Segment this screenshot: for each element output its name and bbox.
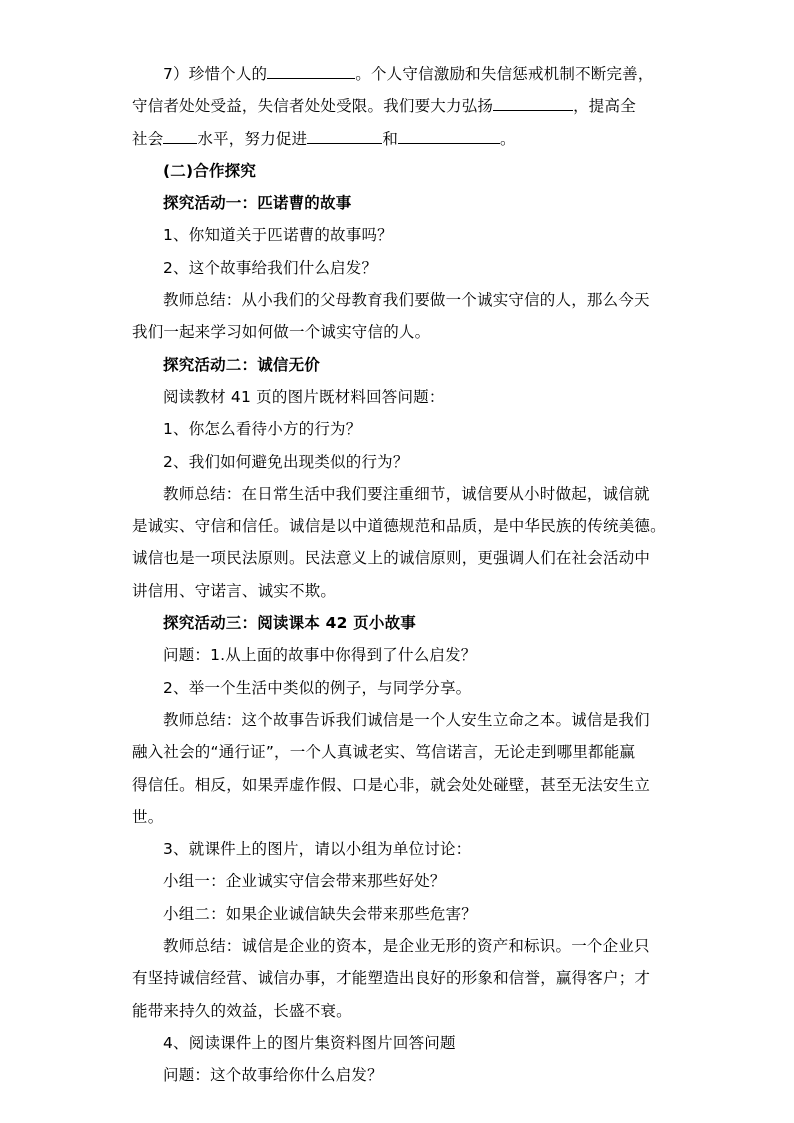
- activity3-summary2-line-2: 有坚持诚信经营、诚信办事，才能塑造出良好的形象和信誉，赢得客户；才: [132, 969, 651, 988]
- activity2-question-2: 2、我们如何避免出现类似的行为？: [163, 452, 409, 471]
- activity1-question-2: 2、这个故事给我们什么启发？: [163, 258, 378, 277]
- activity3-question-1: 问题：1.从上面的故事中你得到了什么启发？: [163, 646, 477, 665]
- activity2-intro: 阅读教材 41 页的图片既材料回答问题：: [163, 387, 445, 406]
- text-segment: 。个人守信激励和失信惩戒机制不断完善，: [355, 65, 654, 83]
- activity3-summary-line-2: 融入社会的“通行证”，一个人真诚老实、笃信诺言，无论走到哪里都能赢: [132, 743, 636, 762]
- activity2-summary-line-1: 教师总结：在日常生活中我们要注重细节，诚信要从小时做起，诚信就: [163, 484, 650, 503]
- text-segment: 社会: [132, 129, 164, 148]
- activity3-summary-line-4: 世。: [132, 807, 164, 826]
- activity2-summary-line-2: 是诚实、守信和信任。诚信是以中道德规范和品质，是中华民族的传统美德。: [132, 517, 666, 536]
- fill-in-line-1: [132, 58, 667, 90]
- activity3-question-3: 3、就课件上的图片，请以小组为单位讨论：: [163, 840, 472, 859]
- activity2-question-1: 1、你怎么看待小方的行为？: [163, 420, 362, 439]
- activity1-question-1: 1、你知道关于匹诺曹的故事吗？: [163, 226, 393, 245]
- text-segment: 水平，努力促进: [197, 129, 308, 148]
- activity3-summary2-line-3: 能带来持久的效益，长盛不衰。: [132, 1001, 352, 1020]
- fill-in-line-3: [132, 123, 667, 155]
- text-segment: 和: [382, 129, 399, 148]
- text-segment: ，提高全: [573, 97, 636, 116]
- text-segment: 。: [500, 129, 516, 148]
- activity1-summary-line-1: 教师总结：从小我们的父母教育我们要做一个诚实守信的人，那么今天: [163, 291, 650, 310]
- activity1-summary-line-2: 我们一起来学习如何做一个诚实守信的人。: [132, 323, 431, 342]
- answer-blank: [398, 125, 500, 144]
- activity2-heading: 探究活动二：诚信无价: [163, 355, 321, 374]
- text-segment: 守信者处处受益，失信者处处受限。我们要大力弘扬: [132, 97, 494, 116]
- activity3-question-4: 4、阅读课件上的图片集资料图片回答问题: [163, 1033, 456, 1052]
- group-two-question: 小组二：如果企业诚信缺失会带来那些危害？: [163, 904, 478, 923]
- activity2-summary-line-3: 诚信也是一项民法原则。民法意义上的诚信原则，更强调人们在社会活动中: [132, 549, 651, 568]
- answer-blank: [493, 92, 573, 111]
- activity2-summary-line-4: 讲信用、守诺言、诚实不欺。: [132, 581, 337, 600]
- text-segment: 7）珍惜个人的: [163, 65, 268, 83]
- activity3-summary-line-3: 得信任。相反，如果弄虚作假、口是心非，就会处处碰壁，甚至无法安生立: [132, 775, 651, 794]
- answer-blank: [267, 60, 355, 79]
- activity3-question-4-prompt: 问题：这个故事给你什么启发？: [163, 1066, 383, 1085]
- answer-blank: [307, 125, 382, 144]
- group-one-question: 小组一：企业诚实守信会带来那些好处？: [163, 872, 446, 891]
- fill-in-line-2: [132, 90, 667, 122]
- activity3-heading: 探究活动三：阅读课本 42 页小故事: [163, 614, 416, 633]
- activity3-question-2: 2、举一个生活中类似的例子，与同学分享。: [163, 678, 472, 697]
- section-title: (二)合作探究: [163, 161, 257, 180]
- document-page: [132, 58, 667, 1092]
- activity1-heading: 探究活动一：匹诺曹的故事: [163, 194, 352, 213]
- activity3-summary-line-1: 教师总结：这个故事告诉我们诚信是一个人安生立命之本。诚信是我们: [163, 710, 650, 729]
- activity3-summary2-line-1: 教师总结：诚信是企业的资本，是企业无形的资产和标识。一个企业只: [163, 937, 650, 956]
- answer-blank: [163, 125, 197, 144]
